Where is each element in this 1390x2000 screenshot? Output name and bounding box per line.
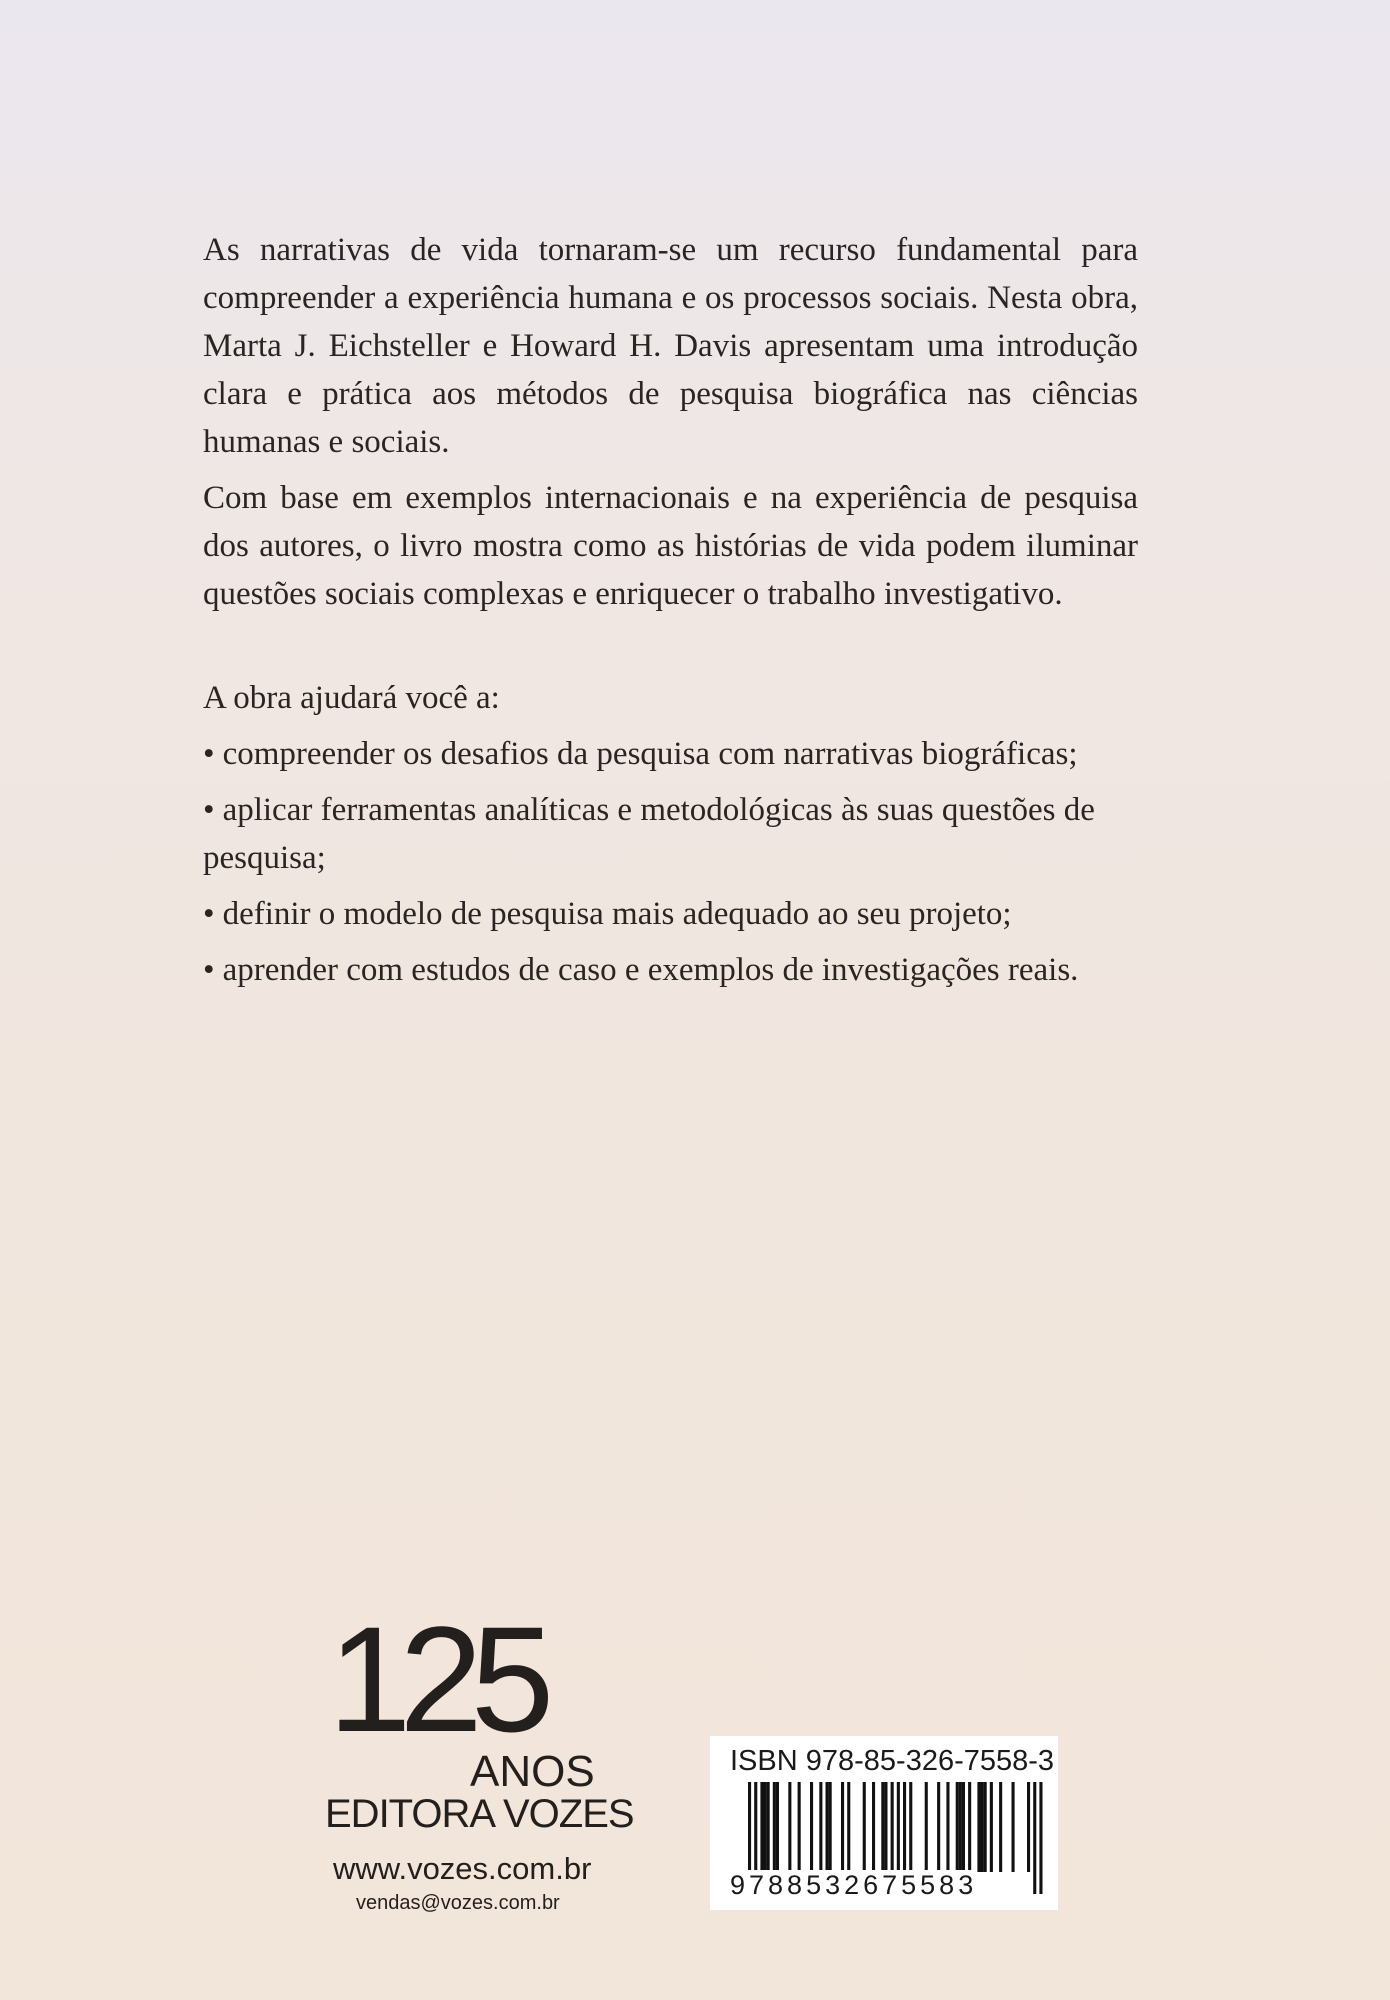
list-intro: A obra ajudará você a:	[203, 680, 500, 716]
barcode-bar	[984, 1782, 987, 1872]
barcode-bar	[1027, 1782, 1030, 1872]
barcode-bar	[863, 1782, 866, 1872]
barcode-bar	[946, 1782, 949, 1872]
barcode-bar	[1033, 1782, 1036, 1894]
barcode-bar	[1012, 1782, 1015, 1872]
publisher-website: www.vozes.com.br	[333, 1851, 592, 1886]
list-item-text: aplicar ferramentas analíticas e metodológicas às suas questões de pesquisa;	[203, 792, 1095, 876]
publisher-name: EDITORA VOZES	[325, 1792, 634, 1836]
barcode-bar	[881, 1782, 884, 1872]
list-item	[203, 786, 1138, 882]
publisher-email: vendas@vozes.com.br	[356, 1892, 560, 1914]
barcode-bar	[990, 1782, 993, 1872]
barcode-bar	[937, 1782, 940, 1872]
barcode-bar	[999, 1782, 1002, 1872]
bullet-icon: •	[203, 736, 215, 772]
benefits-list	[203, 730, 1138, 994]
barcode-bar	[903, 1782, 906, 1872]
list-item	[203, 946, 1138, 994]
barcode-bar	[981, 1782, 984, 1872]
barcode-bar	[977, 1782, 980, 1872]
barcode-bar	[773, 1782, 776, 1872]
barcode-bar	[826, 1782, 829, 1872]
barcode-bar	[925, 1782, 928, 1872]
list-item-text: definir o modelo de pesquisa mais adequado ao seu projeto;	[222, 896, 1012, 932]
publisher-logo	[325, 1595, 634, 1914]
back-cover-text	[203, 226, 1138, 1002]
barcode-bar	[819, 1782, 822, 1872]
barcode-digits: 9788532675583	[730, 1870, 978, 1900]
barcode-bar	[872, 1782, 875, 1872]
barcode-bar	[1039, 1782, 1042, 1894]
list-item	[203, 890, 1138, 938]
barcode-bar	[810, 1782, 813, 1872]
barcode-bar	[884, 1782, 887, 1872]
barcode-bar	[956, 1782, 959, 1872]
barcode-bar	[829, 1782, 832, 1872]
barcode-bar	[760, 1782, 763, 1872]
list-item	[203, 730, 1138, 778]
barcode-bar	[788, 1782, 791, 1872]
bullet-icon: •	[203, 896, 215, 932]
anniversary-number: 125	[328, 1595, 543, 1763]
barcode-bar	[968, 1782, 971, 1872]
list-item-text: compreender os desafios da pesquisa com narrativas biográficas;	[222, 736, 1078, 772]
bullet-icon: •	[203, 952, 215, 988]
isbn-label: ISBN 978-85-326-7558-3	[730, 1745, 1055, 1777]
paragraph-intro: As narrativas de vida tornaram-se um recurso fundamental para compreender a experiência humana e os processos sociais. Nesta obra, Marta J. Eichsteller e Howard H. Davis apresentam uma introdução clara e prática aos métodos de pesquisa biográfica nas ciências humanas e sociais.	[203, 232, 1138, 460]
isbn-barcode	[710, 1736, 1058, 1910]
anniversary-word: ANOS	[470, 1747, 595, 1796]
barcode-bar	[909, 1782, 912, 1872]
paragraph-content: Com base em exemplos internacionais e na experiência de pesquisa dos autores, o livro mostra como as histórias de vida podem iluminar questões sociais complexas e enriquecer o trabalho investigativo.	[203, 480, 1138, 612]
barcode-bar	[776, 1782, 779, 1872]
bullet-icon: •	[203, 792, 215, 828]
barcode-bar	[764, 1782, 767, 1872]
barcode-bar	[962, 1782, 965, 1872]
list-item-text: aprender com estudos de caso e exemplos de investigações reais.	[222, 952, 1079, 988]
barcode-bar	[847, 1782, 850, 1872]
barcode-bar	[767, 1782, 770, 1872]
barcode-bar	[959, 1782, 962, 1872]
barcode-bar	[841, 1782, 844, 1872]
barcode-bar	[798, 1782, 801, 1872]
